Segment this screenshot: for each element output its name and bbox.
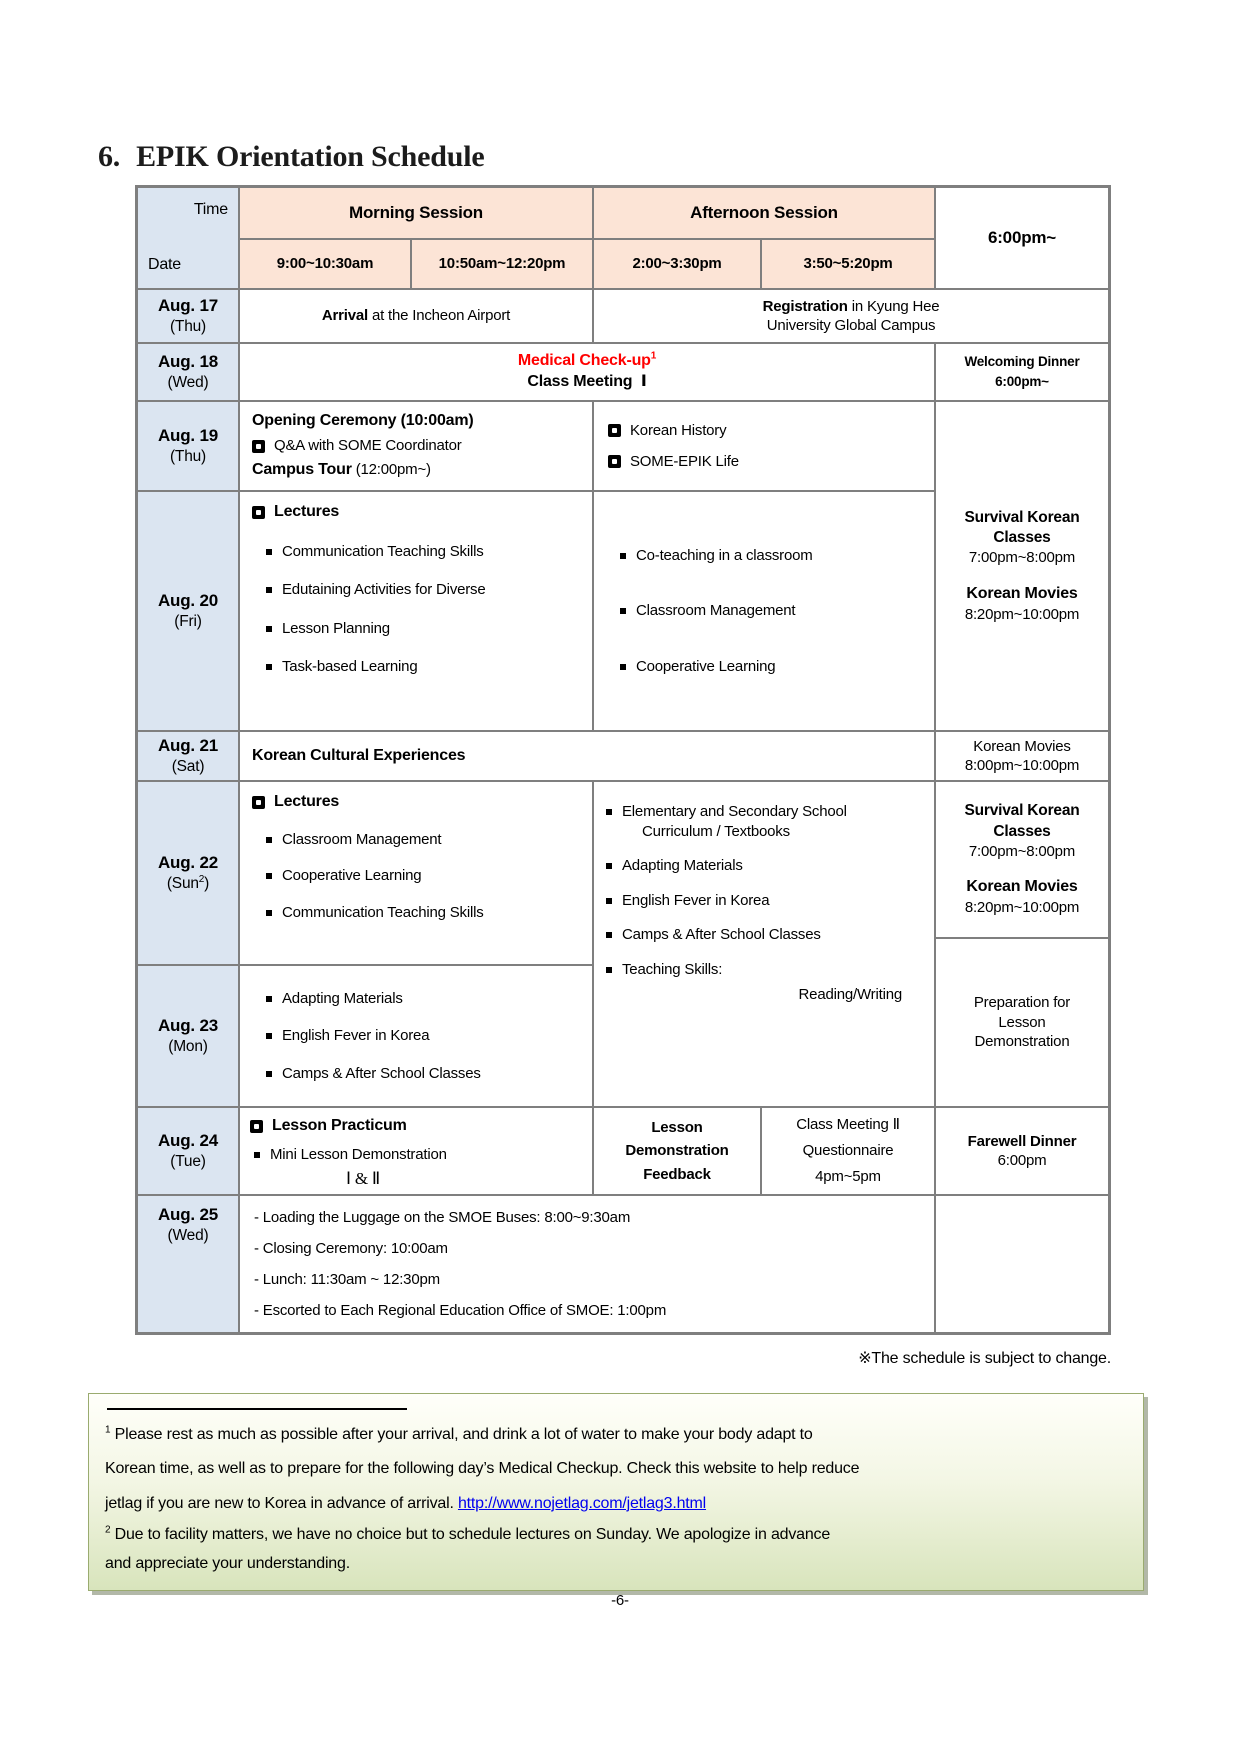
small-square-bullet-icon [606,898,612,904]
footnote-2-text: Due to facility matters, we have no choice but to schedule lectures on Sunday. We apologize in advance [110,1526,831,1544]
slot-label: 2:00~3:30pm [632,255,722,273]
cell-aug24-morning [240,1108,592,1194]
campus-tour-bold: Campus Tour [252,460,352,478]
cell-aug18-evening [936,344,1108,400]
small-square-bullet-icon [266,549,272,555]
slot-header-1 [240,240,410,288]
korean-movies-time: 8:20pm~10:00pm [964,605,1080,623]
small-square-bullet-icon [620,664,626,670]
small-square-bullet-icon [266,587,272,593]
lectures-label: Lectures [274,503,340,520]
lesson-practicum-label: Lesson Practicum [272,1117,407,1134]
bullet-text: Communication Teaching Skills [282,903,484,921]
cell-aug19-afternoon [594,402,934,490]
farewell-dinner-text: Farewell Dinner [967,1132,1077,1150]
small-square-bullet-icon [266,664,272,670]
schedule-change-note: ※The schedule is subject to change. [858,1350,1111,1367]
cell-evening-aug22 [936,782,1108,937]
date-text: Aug. 17 [157,295,218,315]
cell-aug20-afternoon [594,492,934,730]
class-meeting-numeral: Ⅰ [640,373,647,390]
square-bullet-icon [608,455,621,468]
bullet-text: Communication Teaching Skills [282,542,484,560]
small-square-bullet-icon [620,608,626,614]
campus-tour-rest: (12:00pm~) [351,460,431,478]
small-square-bullet-icon [606,932,612,938]
roman-numerals-text: Ⅰ & Ⅱ [346,1169,381,1189]
day-text: (Fri) [174,612,202,630]
date-text: Aug. 22 [157,852,218,872]
footnote-1-line1 [105,1418,1127,1452]
day-text: (Tue) [170,1152,206,1170]
small-square-bullet-icon [254,1152,260,1158]
date-cell-aug25 [138,1196,238,1332]
korean-movies-title: Korean Movies [973,737,1071,755]
bullet-text: Adapting Materials [282,989,403,1007]
afternoon-session-header [594,188,934,238]
arrival-line [322,306,510,326]
bullet-item [262,866,584,886]
korean-movies-time: 8:00pm~10:00pm [964,757,1080,774]
time-date-header-cell [138,188,238,288]
survival-korean-time: 7:00pm~8:00pm [968,549,1076,567]
bullet-item [602,960,928,980]
medical-checkup-text: Medical Check-up [517,352,651,370]
bullet-text: SOME-EPIK Life [630,453,739,470]
korean-movies-time: 8:20pm~10:00pm [964,899,1080,917]
morning-session-header [240,188,592,238]
footnote-box [88,1393,1144,1591]
bullet-item [616,546,926,566]
footnote-1 [105,1418,1127,1521]
small-square-bullet-icon [620,553,626,559]
slot-label: 9:00~10:30am [276,255,374,273]
arrival-rest: at the Incheon Airport [367,307,511,325]
orientation-schedule-table [135,185,1111,1335]
day-text: (Mon) [168,1037,208,1055]
day-text: (Wed) [167,373,209,391]
footnote-1-sup: 1 [105,1424,111,1436]
registration-rest: in Kyung Hee [847,297,940,315]
footnote-2-line1 [105,1521,1127,1550]
date-cell-aug17 [138,290,238,342]
small-square-bullet-icon [266,910,272,916]
lectures-header [252,502,584,523]
slot-label: 3:50~5:20pm [803,255,893,273]
small-square-bullet-icon [606,809,612,815]
welcoming-dinner-time: 6:00pm~ [995,374,1049,389]
schedule-line: - Closing Ceremony: 10:00am [254,1239,448,1257]
bullet-item [262,1026,584,1046]
slot-header-3 [594,240,760,288]
survival-korean-title: Survival Korean Classes [964,802,1080,840]
bullet-text: Classroom Management [636,602,796,620]
bullet-item [616,601,926,621]
welcoming-dinner-text: Welcoming Dinner [964,354,1080,370]
date-label: Date [148,256,181,274]
bullet-item [262,989,584,1009]
survival-korean-time: 7:00pm~8:00pm [968,842,1076,860]
cell-aug20-morning [240,492,592,730]
date-text: Aug. 19 [157,425,218,445]
bullet-text: Adapting Materials [622,857,743,874]
class-meeting-numeral: Ⅱ [892,1116,900,1133]
class-meeting-line [527,372,646,393]
bullet-text: Cooperative Learning [636,657,776,675]
small-square-bullet-icon [266,1033,272,1039]
lesson-demo-feedback-text: Lesson Demonstration Feedback [625,1119,729,1183]
bullet-text: Teaching Skills: [622,960,723,978]
footnote-2-sup: 2 [105,1524,111,1536]
date-cell-aug23 [138,966,238,1106]
bullet-item [250,1145,588,1165]
lectures-label: Lectures [274,793,340,810]
square-bullet-icon [250,1120,263,1133]
footnote-1-text: jetlag if you are new to Korea in advance of arrival. [105,1494,458,1512]
date-cell-aug21 [138,732,238,780]
class-meeting2-line [796,1112,900,1138]
footnote-1-line2: Korean time, as well as to prepare for the following day’s Medical Checkup. Check this website to help reduce [105,1460,860,1478]
korean-movies-title: Korean Movies [966,878,1078,896]
footnote-1-line3 [105,1487,1127,1521]
date-text: Aug. 21 [157,735,218,755]
cell-aug24-evening [936,1108,1108,1194]
cell-evening-aug23 [936,939,1108,1106]
bullet-text: Classroom Management [282,830,442,848]
qa-line [252,436,584,456]
bullet-text: Lesson Planning [282,619,390,637]
square-bullet-icon [252,506,265,519]
cell-aug21-main [240,732,934,780]
date-cell-aug24 [138,1108,238,1194]
survival-korean-title: Survival Korean Classes [964,508,1080,547]
farewell-dinner-time: 6:00pm [997,1152,1047,1169]
date-cell-aug19 [138,402,238,490]
footnote-ref-1: 1 [650,350,657,362]
slot-header-4 [762,240,934,288]
bullet-item [262,903,584,923]
cell-aug25-evening-empty [936,1196,1108,1332]
time-label: Time [193,201,228,218]
bullet-text: English Fever in Korea [622,891,770,909]
footnote-1-text: Please rest as much as possible after your arrival, and drink a lot of water to make your body adapt to [110,1426,813,1443]
date-text: Aug. 25 [157,1205,218,1224]
bullet-text: Edutaining Activities for Diverse [282,581,486,599]
footnote-2 [105,1521,1127,1579]
bullet-item [262,580,584,600]
date-cell-aug22 [138,782,238,964]
square-bullet-icon [252,796,265,809]
square-bullet-icon [252,440,265,453]
day-text: (Wed) [167,1227,209,1245]
curriculum-line2: Curriculum / Textbooks [642,822,790,840]
cell-aug25-main [240,1196,934,1332]
cell-aug22-23-afternoon [594,782,934,1106]
curriculum-line1: Elementary and Secondary School [622,803,847,820]
cell-aug17-afternoon [594,290,1108,342]
cell-aug18-main [240,344,934,400]
cell-aug21-evening [936,732,1108,780]
footnote-ref-2: 2 [198,873,205,885]
bullet-text: Task-based Learning [282,658,418,676]
slot-label: 10:50am~12:20pm [438,255,566,273]
date-cell-aug18 [138,344,238,400]
bullet-item [262,657,584,677]
cell-aug22-morning [240,782,592,964]
cell-aug19-morning [240,402,592,490]
morning-session-label: Morning Session [349,202,483,222]
slot-header-2 [412,240,592,288]
title-number: 6. [98,140,121,173]
small-square-bullet-icon [266,996,272,1002]
questionnaire-text: Questionnaire [802,1141,894,1159]
evening-header [936,188,1108,288]
page-number: -6- [611,1592,629,1609]
cell-evening-aug19-20 [936,402,1108,730]
bullet-item [262,830,584,850]
footnote-2-line2: and appreciate your understanding. [105,1554,350,1572]
bullet-text: Mini Lesson Demonstration [270,1145,447,1163]
date-text: Aug. 23 [157,1015,218,1035]
small-square-bullet-icon [606,863,612,869]
cell-aug24-feedback [594,1108,760,1194]
small-square-bullet-icon [266,837,272,843]
bullet-item [602,925,928,945]
cell-aug17-morning [240,290,592,342]
bullet-text: Korean History [630,421,727,439]
schedule-line: - Lunch: 11:30am ~ 12:30pm [254,1270,440,1288]
date-cell-aug20 [138,492,238,730]
schedule-line: - Escorted to Each Regional Education Office of SMOE: 1:00pm [254,1301,667,1319]
bullet-item [602,856,928,876]
day-close: ) [204,874,210,892]
registration-line2: University Global Campus [766,317,936,334]
preparation-text: Preparation for Lesson Demonstration [973,994,1071,1051]
date-text: Aug. 20 [157,590,218,610]
bullet-item [608,452,934,472]
korean-cultural-experiences-text: Korean Cultural Experiences [252,746,466,764]
cell-aug23-morning [240,966,592,1106]
registration-bold: Registration [762,297,848,315]
evening-header-label: 6:00pm~ [987,227,1057,247]
footnote-separator [107,1408,407,1410]
lesson-practicum-header [250,1116,588,1137]
schedule-line: - Loading the Luggage on the SMOE Buses: 8:00~9:30am [254,1208,631,1226]
cell-aug24-class-meeting [762,1108,934,1194]
day-text: (Thu) [169,317,207,335]
day-text: (Sat) [171,757,205,775]
small-square-bullet-icon [266,626,272,632]
bullet-item [262,542,584,562]
bullet-item [608,421,934,441]
day-open: (Sun [166,874,199,892]
bullet-item [602,802,928,841]
small-square-bullet-icon [606,967,612,973]
page-title [98,140,484,174]
korean-movies-title: Korean Movies [966,584,1078,602]
afternoon-session-label: Afternoon Session [690,202,838,222]
bullet-text: Camps & After School Classes [622,926,821,943]
small-square-bullet-icon [266,873,272,879]
date-text: Aug. 18 [157,351,218,371]
arrival-bold: Arrival [321,307,368,325]
lectures-header [252,792,584,813]
medical-checkup-line [518,351,656,372]
title-text: EPIK Orientation Schedule [136,140,485,173]
class-meeting-text: Class Meeting [796,1115,889,1133]
qa-text: Q&A with SOME Coordinator [274,437,462,455]
bullet-item [616,657,926,677]
bullet-item [262,619,584,639]
bullet-text: Co-teaching in a classroom [636,546,813,564]
jetlag-link[interactable]: http://www.nojetlag.com/jetlag3.html [457,1494,707,1512]
square-bullet-icon [608,424,621,437]
class-meeting-text: Class Meeting [527,373,633,390]
bullet-item [262,1064,584,1084]
bullet-text: Camps & After School Classes [282,1064,481,1082]
opening-ceremony-text: Opening Ceremony (10:00am) [252,412,474,430]
day-text: (Thu) [169,447,207,465]
registration-line1 [763,297,940,317]
questionnaire-time: 4pm~5pm [815,1168,881,1186]
campus-tour-line [252,460,584,481]
bullet-item [602,891,928,911]
day-text [167,874,209,894]
small-square-bullet-icon [266,1071,272,1077]
reading-writing-text: Reading/Writing [798,986,902,1003]
date-text: Aug. 24 [157,1130,218,1150]
bullet-text: Cooperative Learning [282,867,422,885]
bullet-text: English Fever in Korea [282,1027,430,1045]
bullet-text [622,802,847,841]
